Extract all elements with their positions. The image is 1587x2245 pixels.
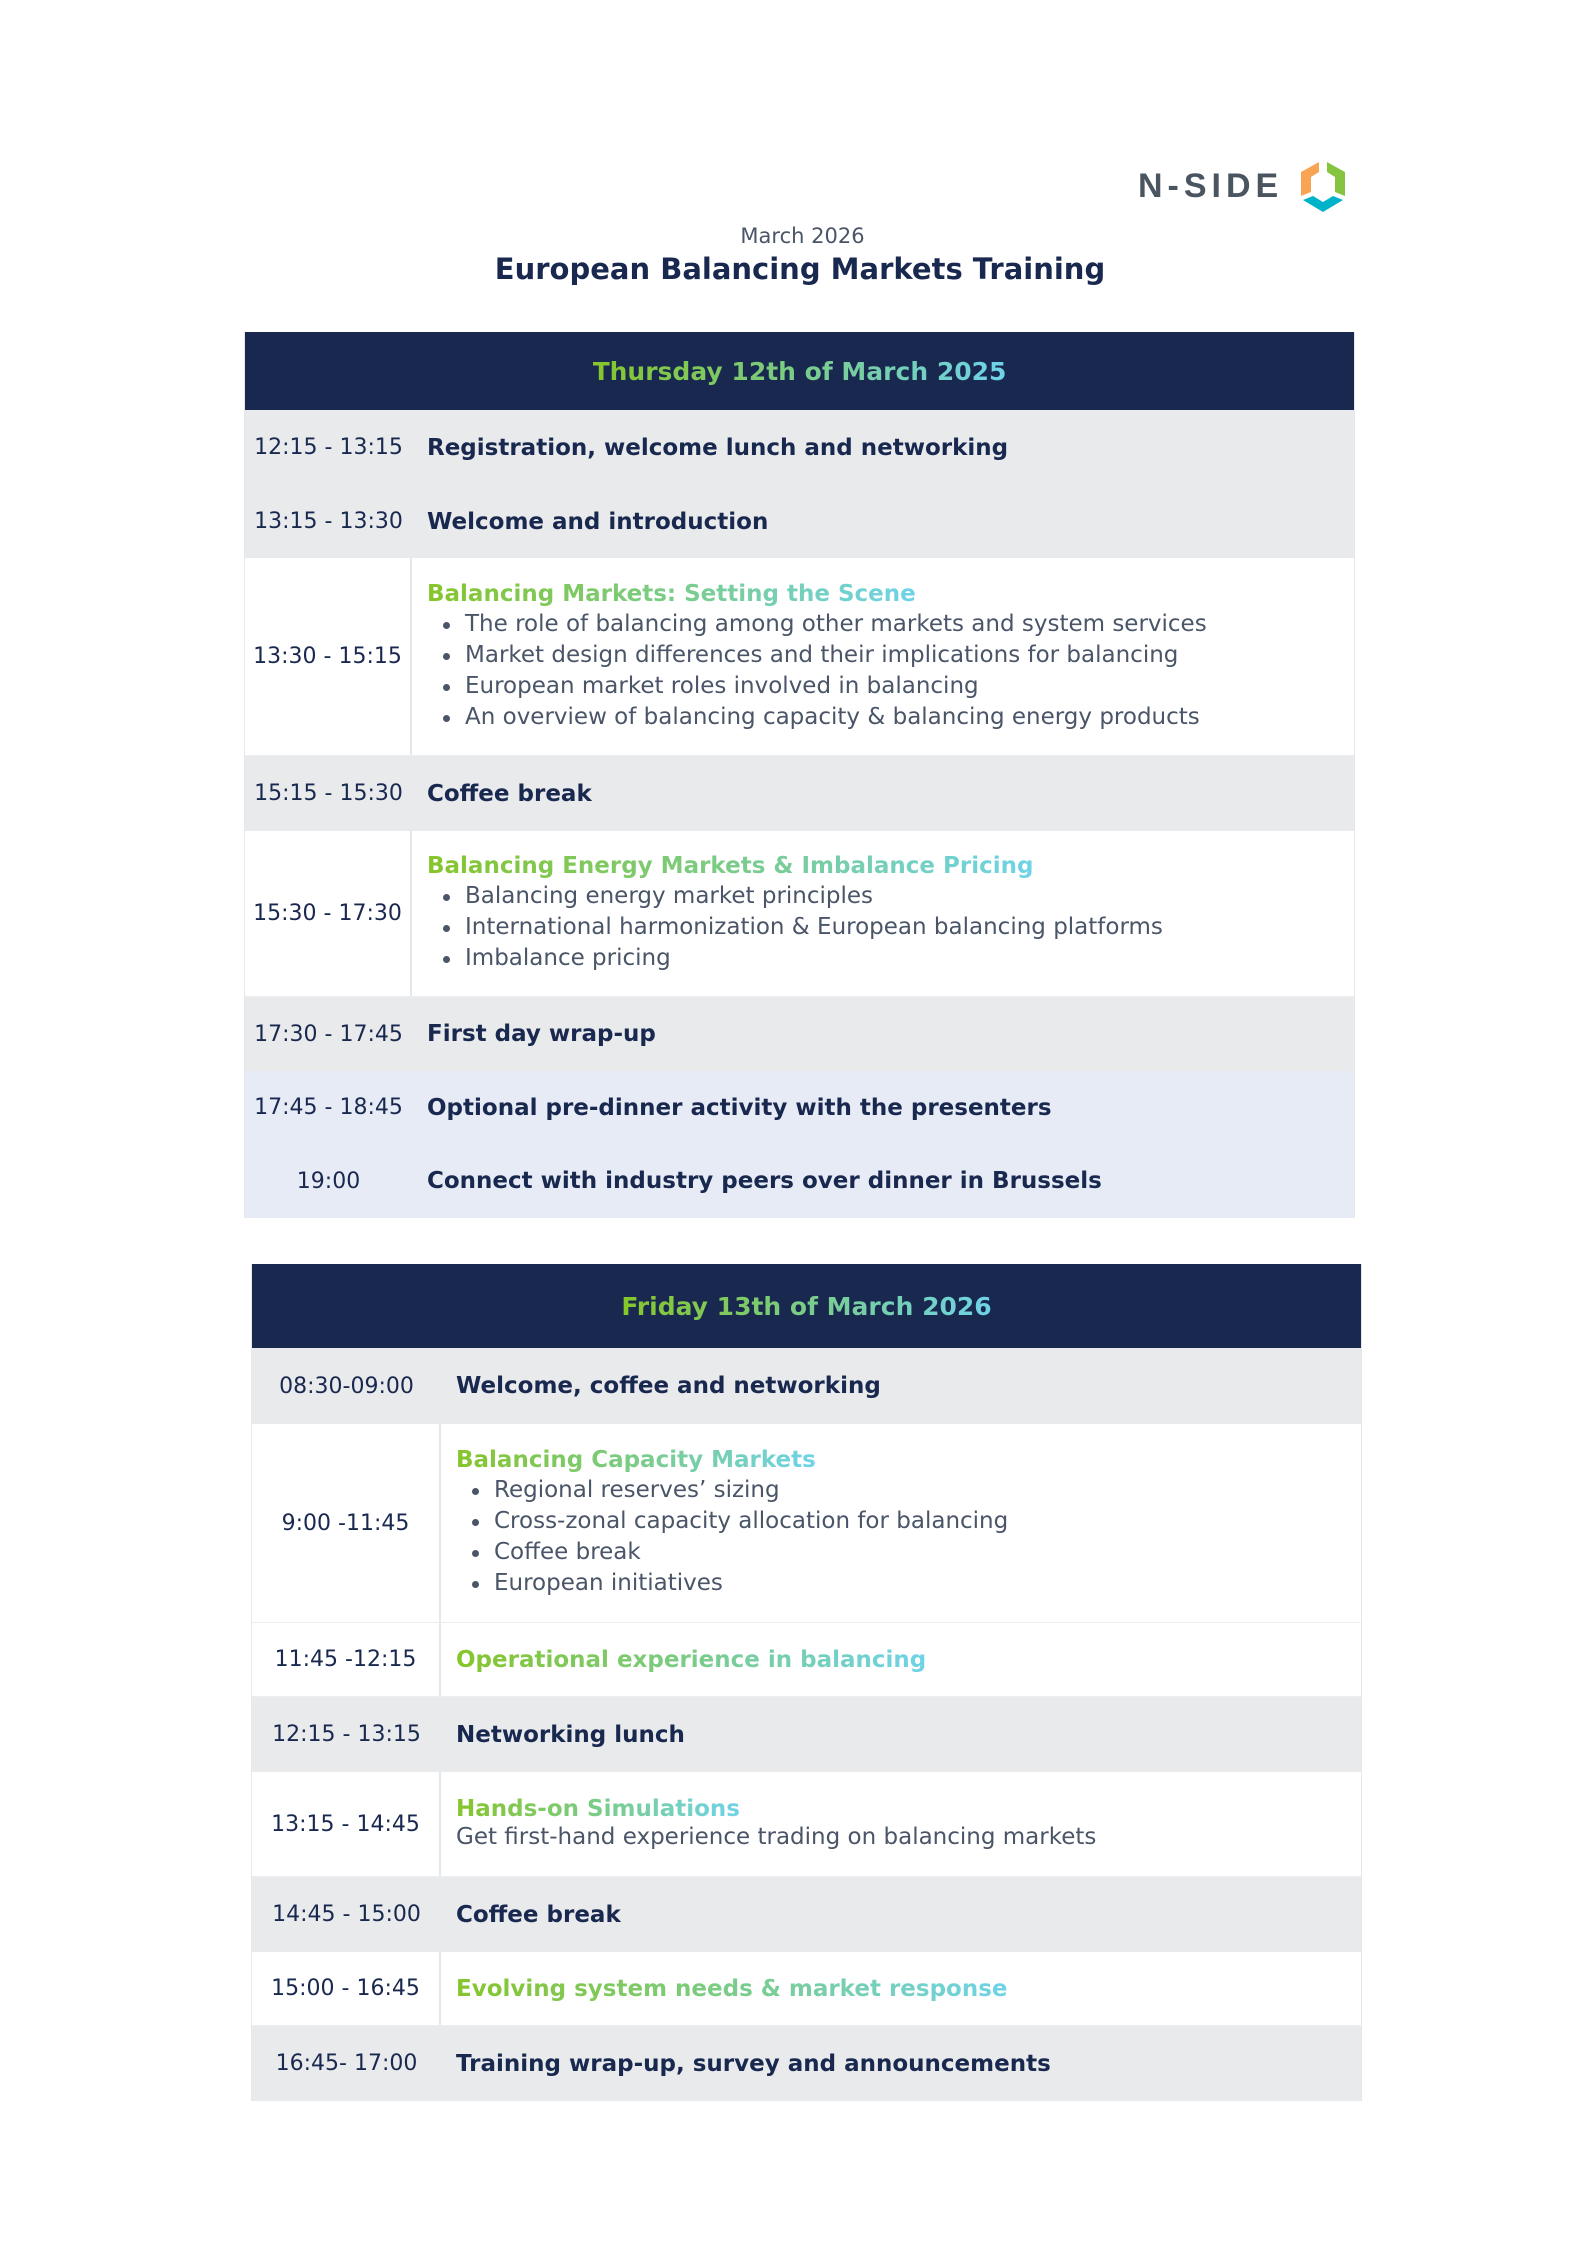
day-title: Friday 13th of March 2026 <box>621 1291 992 1321</box>
topic-item: An overview of balancing capacity & balancing energy products <box>427 702 1354 733</box>
hexagon-logo-icon <box>1297 158 1349 214</box>
agenda-content <box>412 853 1354 974</box>
topic-item: International harmonization & European balancing platforms <box>427 912 1354 943</box>
day-header <box>245 332 1354 410</box>
agenda-row <box>245 410 1354 485</box>
agenda-row <box>252 1772 1361 1877</box>
agenda-row <box>252 1697 1361 1772</box>
time-slot: 15:30 - 17:30 <box>245 831 412 996</box>
agenda-content <box>441 2051 1361 2077</box>
time-slot: 12:15 - 13:15 <box>272 1722 421 1747</box>
agenda-row <box>245 756 1354 831</box>
agenda-row <box>252 1952 1361 2026</box>
agenda-content <box>412 509 1354 535</box>
session-topics <box>427 881 1354 974</box>
agenda-row <box>252 1348 1361 1424</box>
topic-item: European market roles involved in balancing <box>427 671 1354 702</box>
agenda-row <box>245 997 1354 1071</box>
time-slot: 13:30 - 15:15 <box>245 558 412 755</box>
time-slot: 17:30 - 17:45 <box>254 1021 403 1047</box>
day-header <box>252 1264 1361 1348</box>
topic-item: European initiatives <box>456 1568 1361 1599</box>
agenda-item-title: Welcome, coffee and networking <box>456 1373 881 1399</box>
topic-item: Balancing energy market principles <box>427 881 1354 912</box>
agenda-item-title: Training wrap-up, survey and announcements <box>456 2050 1051 2077</box>
time-slot: 13:15 - 13:30 <box>254 509 403 534</box>
time-slot: 13:15 - 14:45 <box>252 1772 441 1876</box>
session-title: Operational experience in balancing <box>456 1646 927 1673</box>
agenda-row <box>252 2026 1361 2101</box>
time-slot: 08:30-09:00 <box>279 1373 414 1399</box>
event-month: March 2026 <box>740 224 865 248</box>
time-slot: 9:00 -11:45 <box>252 1424 441 1622</box>
agenda-content <box>412 581 1354 733</box>
time-slot: 19:00 <box>296 1168 361 1194</box>
page-title: European Balancing Markets Training <box>494 252 1106 286</box>
agenda-content <box>441 1722 1361 1748</box>
session-description: Get first-hand experience trading on balancing markets <box>456 1823 1097 1850</box>
agenda-item-title: Connect with industry peers over dinner in Brussels <box>427 1168 1102 1194</box>
agenda-content <box>412 1021 1354 1047</box>
agenda-content <box>412 435 1354 461</box>
agenda-content <box>441 1373 1361 1399</box>
time-slot: 11:45 -12:15 <box>252 1623 441 1696</box>
topic-item: Imbalance pricing <box>427 943 1354 974</box>
agenda-item-title: Registration, welcome lunch and networking <box>427 434 1009 461</box>
time-slot: 15:15 - 15:30 <box>254 781 403 806</box>
topic-item: Cross-zonal capacity allocation for balancing <box>456 1506 1361 1537</box>
logo-text: N-SIDE <box>1138 166 1284 205</box>
agenda-row <box>245 1071 1354 1144</box>
agenda-content <box>441 1976 1361 2002</box>
agenda-item-title: Coffee break <box>456 1901 621 1928</box>
session-title: Evolving system needs & market response <box>456 1975 1008 2002</box>
agenda-item-title: First day wrap-up <box>427 1021 656 1047</box>
agenda-item-title: Welcome and introduction <box>427 508 769 535</box>
agenda-row <box>252 1623 1361 1697</box>
agenda-content <box>412 781 1354 807</box>
topic-item: The role of balancing among other markets and system services <box>427 609 1354 640</box>
agenda-content <box>412 1095 1354 1121</box>
agenda-content <box>412 1168 1354 1194</box>
session-topics <box>456 1475 1361 1599</box>
agenda-row <box>245 1144 1354 1218</box>
time-slot: 14:45 - 15:00 <box>272 1902 421 1927</box>
day-title: Thursday 12th of March 2025 <box>592 356 1007 386</box>
topic-item: Market design differences and their implications for balancing <box>427 640 1354 671</box>
topic-item: Coffee break <box>456 1537 1361 1568</box>
agenda-row <box>252 1877 1361 1952</box>
time-slot: 16:45- 17:00 <box>275 2051 418 2076</box>
agenda-content <box>441 1902 1361 1928</box>
agenda-content <box>441 1447 1361 1599</box>
session-topics <box>427 609 1354 733</box>
agenda-item-title: Coffee break <box>427 780 592 807</box>
session-title: Hands-on Simulations <box>456 1795 740 1822</box>
agenda-row <box>245 558 1354 756</box>
day-1-schedule-table <box>244 332 1355 1218</box>
agenda-item-title: Optional pre-dinner activity with the presenters <box>427 1094 1052 1121</box>
agenda-content <box>441 1796 1361 1853</box>
time-slot: 17:45 - 18:45 <box>254 1095 403 1120</box>
agenda-row <box>245 831 1354 997</box>
session-title: Balancing Markets: Setting the Scene <box>427 580 916 607</box>
n-side-logo <box>1138 158 1349 214</box>
agenda-item-title: Networking lunch <box>456 1721 685 1748</box>
agenda-row <box>245 485 1354 558</box>
time-slot: 15:00 - 16:45 <box>252 1952 441 2025</box>
session-title: Balancing Energy Markets & Imbalance Pricing <box>427 853 1034 879</box>
agenda-row <box>252 1424 1361 1623</box>
agenda-content <box>441 1647 1361 1673</box>
session-title: Balancing Capacity Markets <box>456 1447 816 1473</box>
time-slot: 12:15 - 13:15 <box>254 435 403 460</box>
topic-item: Regional reserves’ sizing <box>456 1475 1361 1506</box>
day-2-schedule-table <box>251 1264 1362 2101</box>
